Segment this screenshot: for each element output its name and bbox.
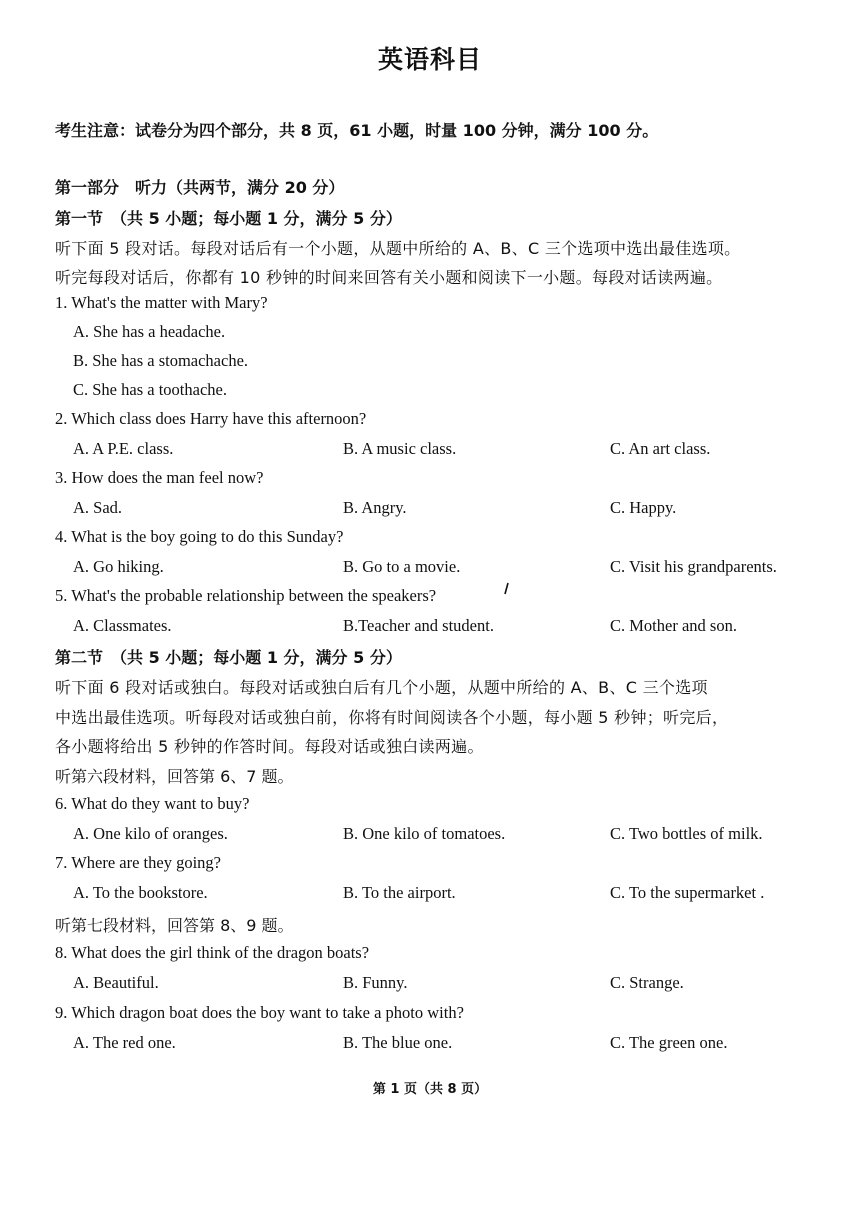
page-title: 英语科目 bbox=[377, 45, 482, 74]
option-c: C. To the supermarket . bbox=[610, 883, 765, 902]
option-b: B. She has a stomachache. bbox=[73, 351, 249, 370]
option-c: C. The green one. bbox=[610, 1033, 728, 1052]
option-c: C. Happy. bbox=[610, 498, 677, 517]
option-b: B. Angry. bbox=[343, 498, 407, 517]
option-a: A. One kilo of oranges. bbox=[73, 824, 228, 843]
option-c: C. An art class. bbox=[610, 439, 711, 458]
question-stem: 2. Which class does Harry have this afternoon? bbox=[55, 409, 367, 428]
option-a: A. A P.E. class. bbox=[73, 439, 174, 458]
option-b: B. Funny. bbox=[343, 973, 408, 992]
question-stem: 5. What's the probable relationship between the speakers? bbox=[55, 586, 437, 605]
section-heading: 第二节 （共 5 小题；每小题 1 分，满分 5 分） bbox=[55, 648, 402, 667]
directions-line: 听下面 6 段对话或独白。每段对话或独白后有几个小题，从题中所给的 A、B、C 三个选项 bbox=[55, 678, 708, 697]
option-c: C. Strange. bbox=[610, 973, 684, 992]
option-b: B. One kilo of tomatoes. bbox=[343, 824, 506, 843]
material-note: 听第六段材料，回答第 6、7 题。 bbox=[55, 767, 294, 786]
option-b: B.Teacher and student. bbox=[343, 616, 494, 635]
directions-line: 听下面 5 段对话。每段对话后有一个小题，从题中所给的 A、B、C 三个选项中选出最佳选项。 bbox=[55, 239, 741, 258]
question-stem: 6. What do they want to buy? bbox=[55, 794, 250, 813]
question-stem: 8. What does the girl think of the dragon boats? bbox=[55, 943, 370, 962]
option-a: A. She has a headache. bbox=[73, 322, 226, 341]
section-heading: 第一节 （共 5 小题；每小题 1 分，满分 5 分） bbox=[55, 209, 402, 228]
option-b: B. A music class. bbox=[343, 439, 457, 458]
candidate-notice: 考生注意：试卷分为四个部分，共 8 页，61 小题，时量 100 分钟，满分 100 分。 bbox=[55, 121, 659, 140]
option-b: B. The blue one. bbox=[343, 1033, 453, 1052]
question-stem: 3. How does the man feel now? bbox=[55, 468, 264, 487]
material-note: 听第七段材料，回答第 8、9 题。 bbox=[55, 916, 294, 935]
option-b: B. To the airport. bbox=[343, 883, 456, 902]
option-c: C. Two bottles of milk. bbox=[610, 824, 763, 843]
pen-mark bbox=[502, 582, 512, 596]
option-a: A. To the bookstore. bbox=[73, 883, 208, 902]
question-stem: 1. What's the matter with Mary? bbox=[55, 293, 268, 312]
option-a: A. The red one. bbox=[73, 1033, 176, 1052]
option-a: A. Sad. bbox=[73, 498, 123, 517]
page-number-footer: 第 1 页（共 8 页） bbox=[372, 1082, 488, 1097]
question-stem: 4. What is the boy going to do this Sunday? bbox=[55, 527, 344, 546]
option-b: B. Go to a movie. bbox=[343, 557, 461, 576]
option-c: C. Mother and son. bbox=[610, 616, 737, 635]
option-a: A. Beautiful. bbox=[73, 973, 159, 992]
option-a: A. Go hiking. bbox=[73, 557, 164, 576]
option-a: A. Classmates. bbox=[73, 616, 172, 635]
option-c: C. Visit his grandparents. bbox=[610, 557, 777, 576]
directions-line: 各小题将给出 5 秒钟的作答时间。每段对话或独白读两遍。 bbox=[55, 737, 484, 756]
question-stem: 7. Where are they going? bbox=[55, 853, 221, 872]
directions-line: 听完每段对话后，你都有 10 秒钟的时间来回答有关小题和阅读下一小题。每段对话读两遍。 bbox=[55, 268, 723, 287]
option-c: C. She has a toothache. bbox=[73, 380, 227, 399]
directions-line: 中选出最佳选项。听每段对话或独白前，你将有时间阅读各个小题，每小题 5 秒钟；听完后， bbox=[55, 708, 729, 727]
part-heading: 第一部分 听力（共两节，满分 20 分） bbox=[55, 178, 345, 197]
question-stem: 9. Which dragon boat does the boy want to take a photo with? bbox=[55, 1003, 464, 1022]
